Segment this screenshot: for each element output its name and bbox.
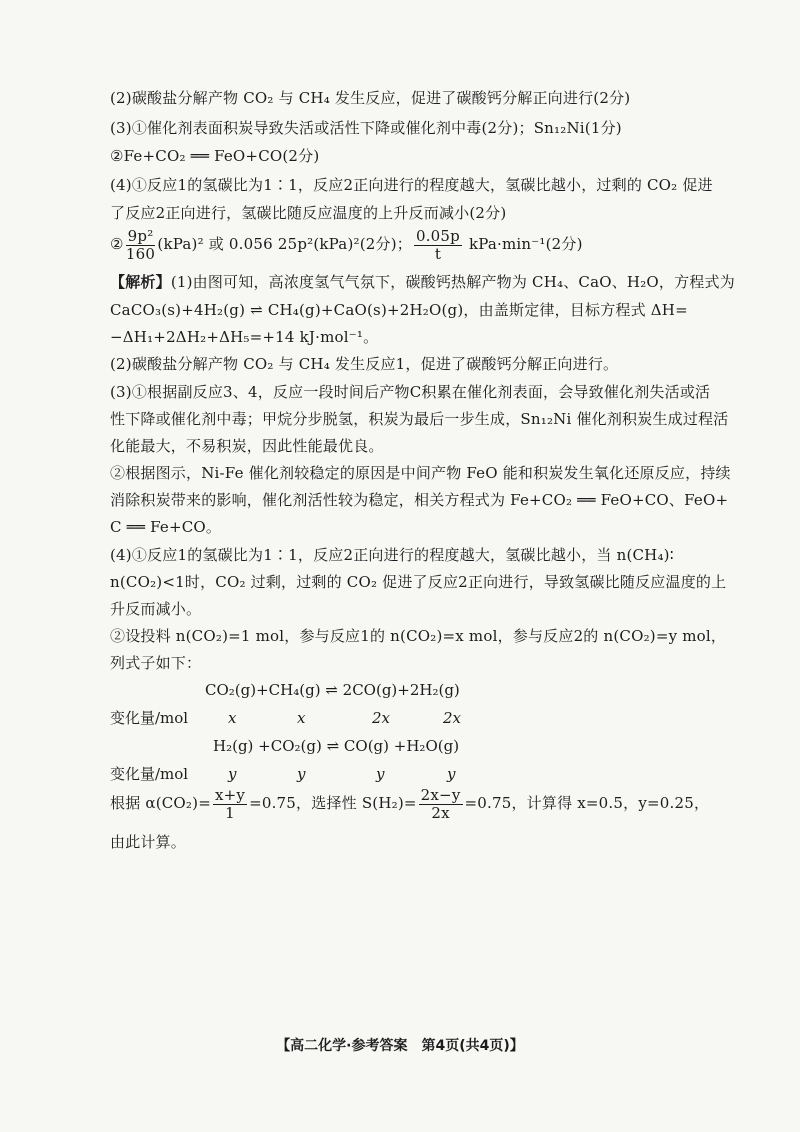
change-value: y — [447, 765, 456, 783]
analysis-line: n(CO₂)<1时，CO₂ 过剩，过剩的 CO₂ 促进了反应2正向进行，导致氢碳比随反应温度的上 — [110, 573, 727, 591]
analysis-line: ②根据图示，Ni-Fe 催化剂较稳定的原因是中间产物 FeO 能和积炭发生氧化还原反应，持续 — [110, 464, 731, 482]
analysis-line: 由此计算。 — [110, 833, 187, 851]
analysis-line: C ══ Fe+CO。 — [110, 518, 222, 536]
denominator: 160 — [125, 244, 156, 263]
fraction — [213, 787, 247, 822]
denominator: t — [434, 244, 442, 263]
analysis-tag: 【解析】 — [110, 273, 171, 291]
change-value: y — [297, 765, 306, 783]
analysis-line — [110, 272, 735, 292]
change-value: y — [376, 765, 385, 783]
answer-line-fractions — [110, 227, 715, 263]
analysis-line: 列式子如下： — [110, 654, 202, 672]
analysis-line: ②设投料 n(CO₂)=1 mol，参与反应1的 n(CO₂)=x mol，参与反应2的 n(CO₂)=y mol， — [110, 627, 727, 645]
analysis-line: 性下降或催化剂中毒；甲烷分步脱氢，积炭为最后一步生成，Sn₁₂Ni 催化剂积炭生成过程活 — [110, 410, 729, 428]
analysis-line: (2)碳酸盐分解产物 CO₂ 与 CH₄ 发生反应1，促进了碳酸钙分解正向进行。 — [110, 355, 619, 373]
change-label: 变化量/mol — [110, 709, 189, 727]
answer-line: (4)①反应1的氢碳比为1∶1，反应2正向进行的程度越大，氢碳比越小，过剩的 CO₂ 促进 — [110, 176, 713, 194]
fraction — [419, 787, 463, 822]
equation-1: CO₂(g)+CH₄(g) ⇌ 2CO(g)+2H₂(g) — [205, 681, 460, 699]
text: ② — [110, 235, 124, 253]
text: =0.75，计算得 x=0.5，y=0.25， — [464, 794, 710, 812]
fraction — [414, 228, 462, 263]
numerator: x+y — [214, 785, 246, 804]
analysis-line: 升反而减小。 — [110, 600, 202, 618]
denominator: 2x — [431, 803, 450, 822]
change-value: y — [228, 765, 237, 783]
numerator: 9p² — [127, 226, 154, 245]
equation-2: H₂(g) +CO₂(g) ⇌ CO(g) +H₂O(g) — [213, 737, 460, 755]
text: =0.75，选择性 S(H₂)= — [249, 794, 417, 812]
change-label: 变化量/mol — [110, 765, 189, 783]
fraction — [126, 228, 156, 263]
text: (kPa)² 或 0.056 25p²(kPa)²(2分)； — [157, 235, 412, 253]
change-value: x — [297, 709, 306, 727]
numerator: 0.05p — [415, 226, 460, 245]
change-value: 2x — [372, 709, 391, 727]
change-value: x — [228, 709, 237, 727]
numerator: 2x−y — [420, 785, 461, 804]
analysis-line: 消除积炭带来的影响，催化剂活性较为稳定，相关方程式为 Fe+CO₂ ══ FeO+CO、FeO+ — [110, 491, 729, 509]
analysis-line: 化能最大，不易积炭，因此性能最优良。 — [110, 437, 384, 455]
analysis-line: (4)①反应1的氢碳比为1∶1，反应2正向进行的程度越大，氢碳比越小，当 n(CH₄)∶ — [110, 546, 674, 564]
text: 根据 α(CO₂)= — [110, 794, 211, 812]
analysis-line: (3)①根据副反应3、4，反应一段时间后产物C积累在催化剂表面，会导致催化剂失活或活 — [110, 383, 711, 401]
page-footer: 【高二化学·参考答案 第4页(共4页)】 — [276, 1038, 524, 1054]
denominator: 1 — [225, 803, 235, 822]
analysis-line: CaCO₃(s)+4H₂(g) ⇌ CH₄(g)+CaO(s)+2H₂O(g)，由盖斯定律，目标方程式 ΔH= — [110, 301, 688, 319]
answer-line: 了反应2正向进行，氢碳比随反应温度的上升反而减小(2分) — [110, 204, 507, 222]
analysis-line-fractions — [110, 786, 715, 822]
answer-line: ②Fe+CO₂ ══ FeO+CO(2分) — [110, 147, 320, 165]
text: kPa·min⁻¹(2分) — [468, 235, 583, 253]
analysis-line: −ΔH₁+2ΔH₂+ΔH₅=+14 kJ·mol⁻¹。 — [110, 328, 379, 346]
answer-line: (3)①催化剂表面积炭导致失活或活性下降或催化剂中毒(2分)；Sn₁₂Ni(1分) — [110, 119, 622, 137]
answer-line: (2)碳酸盐分解产物 CO₂ 与 CH₄ 发生反应，促进了碳酸钙分解正向进行(2分) — [110, 89, 631, 107]
change-value: 2x — [443, 709, 462, 727]
text: (1)由图可知，高浓度氢气气氛下，碳酸钙热解产物为 CH₄、CaO、H₂O，方程式为 — [170, 273, 735, 291]
